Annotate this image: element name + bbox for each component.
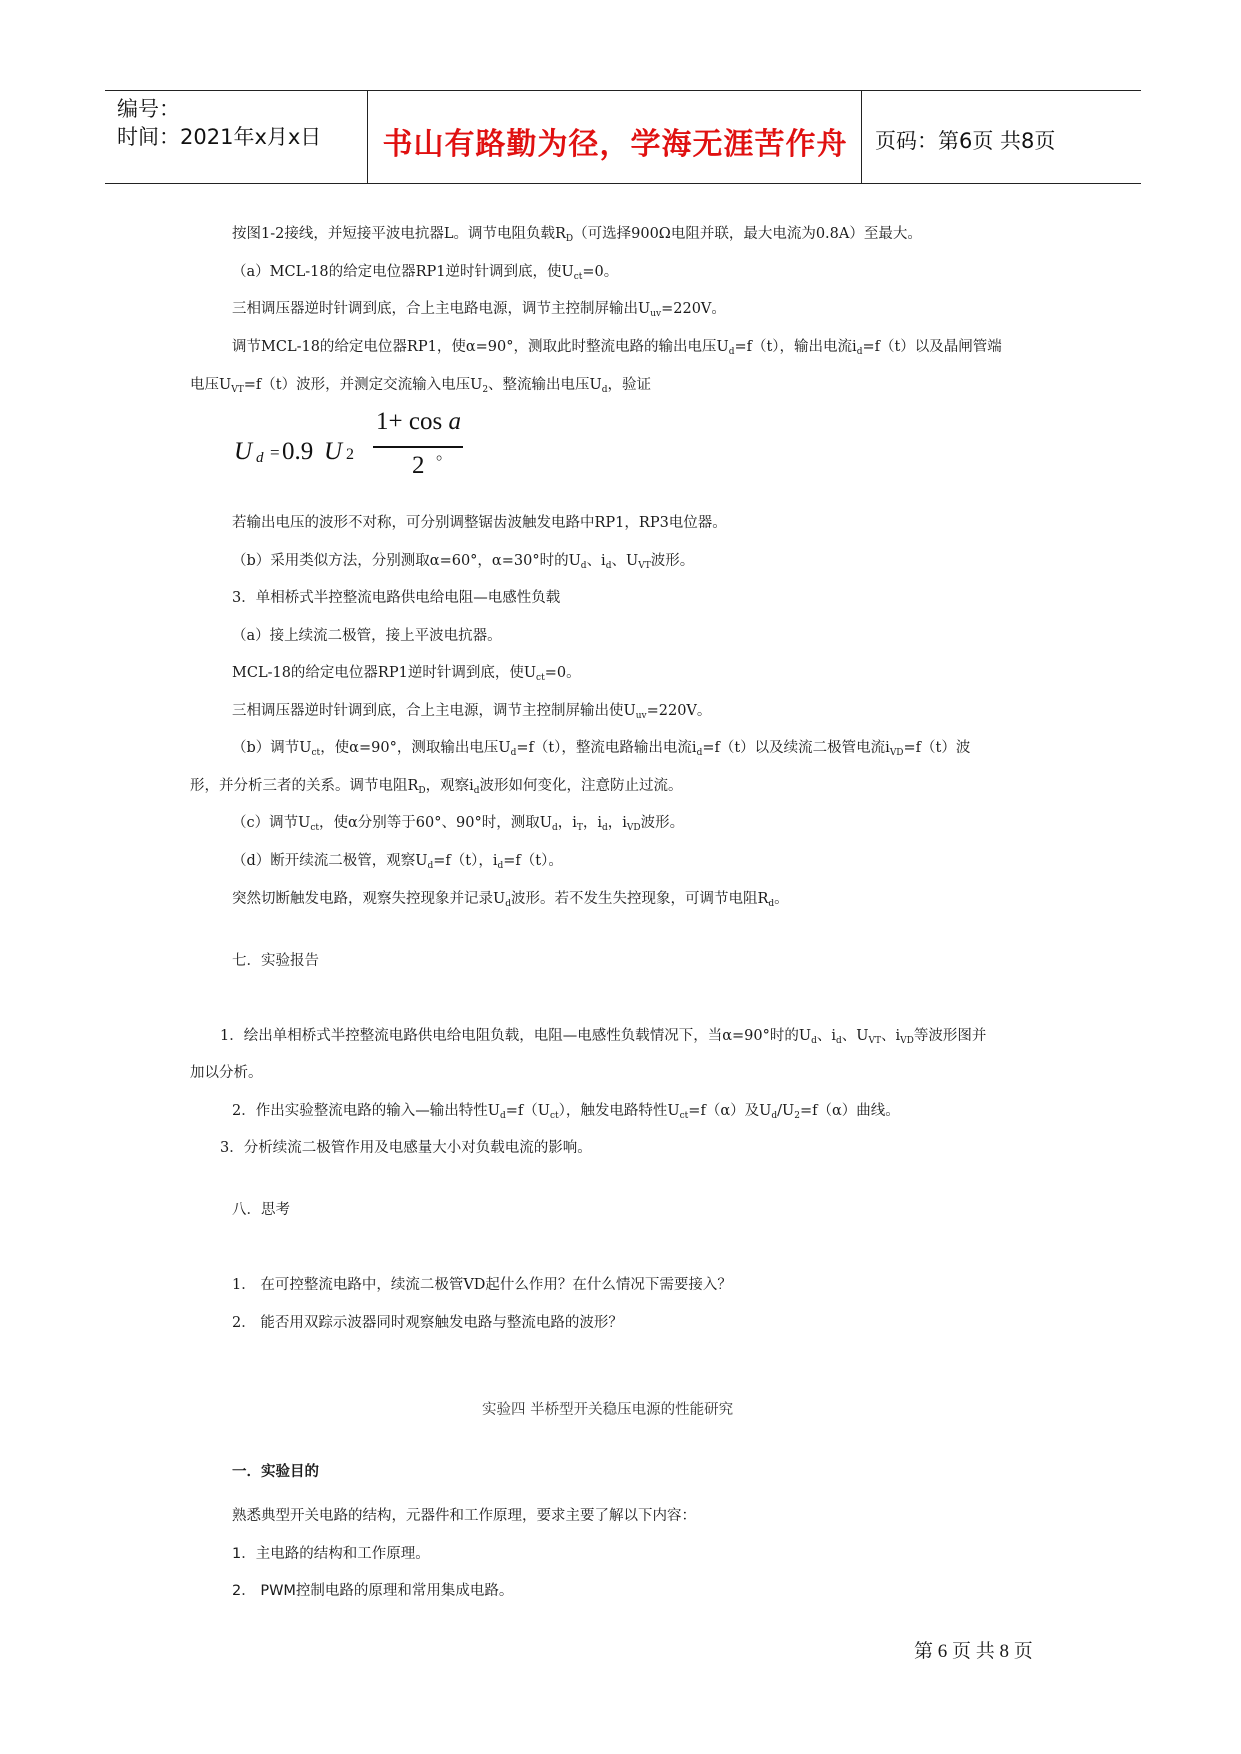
paragraph-measure-line1	[232, 337, 1002, 362]
text: 、i	[881, 1028, 901, 1044]
formula-u: U	[324, 438, 343, 465]
subscript: d	[856, 347, 863, 357]
formula-lhs: U	[234, 438, 253, 465]
text: =f（t）。	[503, 853, 563, 869]
subscript: d	[605, 561, 612, 571]
paragraph-measure-line2	[190, 375, 651, 400]
text: 三相调压器逆时针调到底，合上主电路电源，调节主控制屏输出U	[232, 301, 651, 317]
subscript: d	[510, 748, 517, 758]
subscript: 2	[482, 385, 489, 395]
footer-page-number: 第 6 页 共 8 页	[914, 1641, 1033, 1662]
text: =f（t）波形，并测定交流输入电压U	[243, 377, 483, 393]
header-motto: 书山有路勤为径，学海无涯苦作舟	[382, 127, 848, 162]
subscript: d	[551, 823, 558, 833]
text: （b）采用类似方法，分别测取α=60°，α=30°时的U	[232, 553, 581, 569]
subscript: VT	[638, 561, 651, 571]
subscript: VD	[889, 748, 904, 758]
subscript: d	[771, 1111, 778, 1121]
question-1: 1． 在可控整流电路中，续流二极管VD起什么作用？在什么情况下需要接入？	[232, 1277, 732, 1293]
text: =220V。	[661, 301, 726, 317]
text: 。	[774, 891, 789, 907]
subscript: ct	[536, 673, 545, 683]
text: ，使α=90°，测取输出电压U	[320, 740, 511, 756]
text: 等波形图并	[913, 1028, 987, 1044]
text: 波形。	[640, 815, 685, 831]
subscript: d	[499, 1111, 506, 1121]
header-table	[105, 90, 1141, 184]
subscript: d	[696, 748, 703, 758]
text: 、整流输出电压U	[488, 377, 602, 393]
text: 调节MCL-18的给定电位器RP1，使α=90°，测取此时整流电路的输出电压U	[232, 339, 729, 355]
header-page-label: 页码：第6页 共8页	[875, 129, 1056, 153]
subscript: d	[768, 899, 775, 909]
text: 按图1-2接线，并短接平波电抗器L。调节电阻负载R	[232, 226, 566, 242]
document-time-label: 时间：2021年x月x日	[117, 125, 322, 149]
objective-2: 2． PWM控制电路的原理和常用集成电路。	[232, 1583, 514, 1599]
objective-1: 1．主电路的结构和工作原理。	[232, 1546, 430, 1562]
subscript: VD	[900, 1036, 914, 1046]
paragraph-objectives: 熟悉典型开关电路的结构，元器件和工作原理，要求主要了解以下内容：	[232, 1508, 696, 1524]
subscript: ct	[679, 1111, 689, 1121]
subscript: d	[580, 561, 587, 571]
text: （b）调节U	[232, 740, 312, 756]
text: =f（t），i	[433, 853, 498, 869]
text: =f（t）波	[903, 740, 971, 756]
section-8-heading: 八．思考	[232, 1202, 290, 1218]
report-item-3: 3．分析续流二极管作用及电感量大小对负载电流的影响。	[220, 1140, 592, 1156]
text: 电压U	[190, 377, 232, 393]
subscript: VD	[626, 823, 641, 833]
header-middle-cell	[369, 91, 862, 183]
subscript: d	[505, 899, 511, 909]
text: （d）断开续流二极管，观察U	[232, 853, 428, 869]
text: 三相调压器逆时针调到底，合上主电源，调节主控制屏输出使U	[232, 703, 636, 719]
text: 形，并分析三者的关系。调节电阻R	[190, 778, 419, 794]
step-a-diode: （a）接上续流二极管，接上平波电抗器。	[232, 628, 502, 644]
text: ，i	[607, 815, 627, 831]
text: 2．作出实验整流电路的输入—输出特性U	[232, 1103, 500, 1119]
text: a	[448, 408, 461, 435]
subscript: d	[473, 786, 480, 796]
subscript: uv	[635, 711, 647, 721]
section-3-heading: 3．单相桥式半控整流电路供电给电阻—电感性负载	[232, 590, 561, 606]
text: （a）MCL-18的给定电位器RP1逆时针调到底，使U	[232, 264, 574, 280]
subscript: VT	[231, 385, 244, 395]
text: =f（t）以及续流二极管电流i	[702, 740, 890, 756]
document-number-label: 编号：	[117, 97, 180, 121]
subscript: d	[836, 1036, 842, 1046]
subscript: d	[427, 861, 434, 871]
question-2: 2． 能否用双踪示波器同时观察触发电路与整流电路的波形？	[232, 1315, 623, 1331]
formula-equals: =	[270, 443, 280, 462]
formula-u-sub: 2	[346, 446, 354, 463]
text: MCL-18的给定电位器RP1逆时针调到底，使U	[232, 665, 537, 681]
text: 、U	[841, 1028, 869, 1044]
subscript: ct	[549, 1111, 559, 1121]
report-item-1-line1	[220, 1026, 986, 1051]
paragraph-wiring	[232, 224, 922, 249]
text: 、U	[611, 553, 639, 569]
text: 、i	[816, 1028, 836, 1044]
subscript: T	[576, 823, 583, 833]
text: （可选择900Ω电阻并联，最大电流为0.8A）至最大。	[573, 226, 922, 242]
formula-coefficient: 0.9	[282, 438, 314, 465]
text: ，观察i	[425, 778, 474, 794]
step-d-disconnect	[232, 851, 563, 876]
paragraph-asymmetric: 若输出电压的波形不对称，可分别调整锯齿波触发电路中RP1，RP3电位器。	[232, 515, 727, 531]
text: =f（t），整流电路输出电流i	[516, 740, 697, 756]
text: /U	[777, 1103, 795, 1119]
paragraph-main-power	[232, 701, 711, 726]
text: =f（U	[505, 1103, 550, 1119]
text: ，i	[582, 815, 602, 831]
formula-denominator: 2	[412, 452, 425, 479]
header-right-cell	[863, 91, 1141, 183]
report-item-2	[232, 1101, 900, 1126]
formula-lhs-sub: d	[256, 450, 264, 466]
step-a-potentiometer	[232, 262, 618, 287]
formula-numerator	[376, 408, 461, 436]
paragraph-loss-of-control	[232, 889, 789, 914]
step-b-adjust-line1	[232, 738, 970, 763]
section-1-heading: 一．实验目的	[232, 1464, 319, 1480]
subscript: 2	[794, 1111, 800, 1121]
text: =f（α）及U	[688, 1103, 772, 1119]
text: 波形。	[650, 553, 695, 569]
text: =f（t），输出电流i	[734, 339, 857, 355]
subscript: D	[418, 786, 426, 796]
paragraph-voltage-regulator	[232, 299, 726, 324]
subscript: d	[811, 1036, 817, 1046]
text: 波形如何变化，注意防止过流。	[479, 778, 683, 794]
subscript: ct	[311, 748, 321, 758]
section-7-heading: 七．实验报告	[232, 953, 319, 969]
subscript: VT	[868, 1036, 882, 1046]
text: （c）调节U	[232, 815, 311, 831]
step-b-adjust-line2	[190, 776, 683, 801]
header-left-cell	[105, 91, 368, 183]
report-item-1-line2: 加以分析。	[190, 1065, 263, 1081]
text: ），触发电路特性U	[558, 1103, 680, 1119]
subscript: d	[601, 385, 608, 395]
text: 突然切断触发电路，观察失控现象并记录U	[232, 891, 506, 907]
step-c-adjust	[232, 813, 684, 838]
text: ，i	[557, 815, 577, 831]
text: ，验证	[607, 377, 652, 393]
text: =0。	[544, 665, 581, 681]
text: 1．绘出单相桥式半控整流电路供电给电阻负载，电阻—电感性负载情况下，当α=90°时的U	[220, 1028, 812, 1044]
text: =f（t）以及晶闸管端	[862, 339, 1002, 355]
subscript: d	[728, 347, 735, 357]
subscript: d	[602, 823, 608, 833]
text: 波形。若不发生失控现象，可调节电阻R	[510, 891, 769, 907]
text: =0。	[582, 264, 619, 280]
subscript: d	[497, 861, 504, 871]
text: 、i	[586, 553, 606, 569]
text: =f（α）曲线。	[799, 1103, 900, 1119]
formula-end-mark: 。	[436, 444, 453, 464]
paragraph-mcl18	[232, 663, 581, 688]
text: =220V。	[646, 703, 712, 719]
subscript: D	[565, 234, 574, 244]
text: ，使α分别等于60°、90°时，测取U	[319, 815, 552, 831]
step-b-similar	[232, 551, 694, 576]
subscript: uv	[650, 309, 662, 319]
experiment-title: 实验四 半桥型开关稳压电源的性能研究	[482, 1402, 734, 1418]
text: 1+ cos	[376, 408, 443, 435]
subscript: ct	[310, 823, 320, 833]
subscript: ct	[573, 272, 583, 282]
